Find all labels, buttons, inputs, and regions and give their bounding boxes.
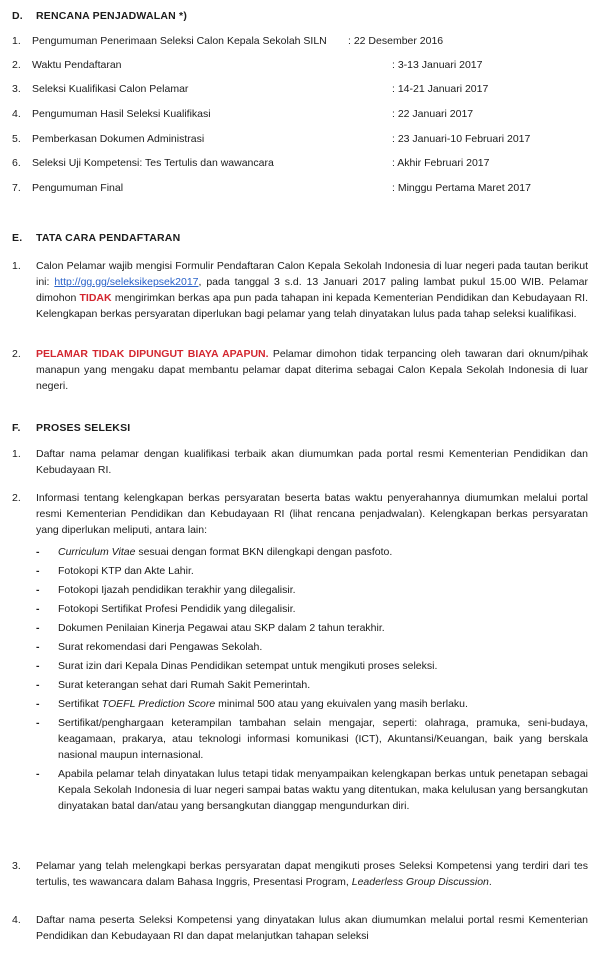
bullet-dash: - bbox=[36, 679, 40, 691]
bullet-dash: - bbox=[36, 698, 40, 710]
requirement-text: Apabila pelamar telah dinyatakan lulus tetapi tidak menyampaikan kelengkapan berkas untuk penetapan sebagai Kepala Sekolah Indonesia di luar negeri sampai batas waktu yang ditentukan, maka kelulusan yang bersangkutan dinyatakan batal dan/atau yang bersangkutan dianggap mengundurkan diri. bbox=[58, 768, 588, 812]
item-text: Informasi tentang kelengkapan berkas persyaratan beserta batas waktu penyerahannya diumumkan melalui portal resmi Kementerian Pendidikan dan Kebudayaan RI (lihat rencana penjadwalan). Kelengkapan berkas persyaratan yang diperlukan meliputi, antara lain: bbox=[36, 492, 588, 536]
bullet-dash: - bbox=[36, 641, 40, 653]
schedule-row-value: : Minggu Pertama Maret 2017 bbox=[392, 182, 531, 194]
bullet-dash: - bbox=[36, 565, 40, 577]
bullet-dash: - bbox=[36, 603, 40, 615]
schedule-row-label: Pengumuman Hasil Seleksi Kualifikasi bbox=[32, 108, 211, 120]
schedule-row-value: : 22 Januari 2017 bbox=[392, 108, 474, 120]
item-text: Daftar nama peserta Seleksi Kompetensi yang dinyatakan lulus akan diumumkan melalui portal resmi Kementerian Pendidikan dan Kebudayaan RI dan dapat melanjutkan tahapan seleksi bbox=[36, 914, 588, 942]
requirement-text: minimal 500 atau yang ekuivalen yang masih berlaku. bbox=[215, 698, 468, 710]
item-text bbox=[36, 858, 588, 890]
emphasis-tidak: TIDAK bbox=[79, 292, 112, 304]
requirement-italic: TOEFL Prediction Score bbox=[101, 698, 216, 710]
registration-link[interactable]: http://gg.gg/seleksikepsek2017 bbox=[54, 276, 199, 288]
item-text-part: Pelamar dimohon tidak terpancing oleh tawaran dari oknum/pihak manapun yang mengaku dapat membantu pelamar dapat diterima sebagai Calon Kepala Sekolah Indonesia di luar negeri. bbox=[36, 348, 588, 392]
schedule-row-number: 7. bbox=[12, 182, 21, 194]
schedule-row-label: Seleksi Uji Kompetensi: Tes Tertulis dan wawancara bbox=[32, 157, 274, 169]
section-e-letter: E. bbox=[12, 232, 23, 244]
item-text-part: Pelamar yang telah melengkapi berkas persyaratan dapat mengikuti proses Seleksi Kompetensi yang terdiri dari tes tertulis, tes wawancara dalam Bahasa Inggris, Presentasi Program, bbox=[36, 860, 588, 888]
requirement-italic: Curriculum Vitae bbox=[58, 546, 136, 558]
schedule-row-value: : 14-21 Januari 2017 bbox=[392, 83, 489, 95]
requirement-text: Surat izin dari Kepala Dinas Pendidikan setempat untuk mengikuti proses seleksi. bbox=[58, 660, 438, 672]
schedule-row-7 bbox=[12, 180, 592, 196]
requirement-text: Dokumen Penilaian Kinerja Pegawai atau SKP dalam 2 tahun terakhir. bbox=[58, 622, 385, 634]
requirement-item bbox=[36, 658, 588, 674]
bullet-dash: - bbox=[36, 717, 40, 729]
schedule-row-label: Seleksi Kualifikasi Calon Pelamar bbox=[32, 83, 189, 95]
schedule-row-3 bbox=[12, 81, 592, 97]
requirement-text: Fotokopi Ijazah pendidikan terakhir yang dilegalisir. bbox=[58, 584, 296, 596]
requirement-text: sesuai dengan format BKN dilengkapi dengan pasfoto. bbox=[135, 546, 393, 558]
bullet-dash: - bbox=[36, 584, 40, 596]
schedule-row-number: 2. bbox=[12, 59, 21, 71]
selection-item-1 bbox=[12, 446, 588, 478]
schedule-row-2 bbox=[12, 57, 592, 73]
schedule-row-value: : 23 Januari-10 Februari 2017 bbox=[392, 133, 531, 145]
item-text-part: , pada tanggal 3 s.d. 13 Januari 2017 paling lambat pukul 15.00 WIB. Pelamar dimohon bbox=[36, 276, 588, 304]
registration-item-2 bbox=[12, 346, 588, 394]
item-text-part: Calon Pelamar wajib mengisi Formulir Pendaftaran Calon Kepala Sekolah Indonesia di luar negeri pada tautan berikut ini: bbox=[36, 260, 588, 288]
requirement-text: Surat keterangan sehat dari Rumah Sakit Pemerintah. bbox=[58, 679, 311, 691]
schedule-row-number: 6. bbox=[12, 157, 21, 169]
selection-item-4 bbox=[12, 912, 588, 944]
schedule-row-number: 1. bbox=[12, 35, 21, 47]
schedule-row-number: 5. bbox=[12, 133, 21, 145]
schedule-row-label: Pengumuman Penerimaan Seleksi Calon Kepala Sekolah SILN bbox=[32, 35, 327, 47]
schedule-row-1 bbox=[12, 33, 592, 49]
section-d-letter: D. bbox=[12, 10, 23, 22]
item-number: 2. bbox=[12, 348, 21, 360]
section-f-letter: F. bbox=[12, 422, 21, 434]
bullet-dash: - bbox=[36, 768, 40, 780]
item-number: 3. bbox=[12, 860, 21, 872]
requirement-text: Surat rekomendasi dari Pengawas Sekolah. bbox=[58, 641, 263, 653]
item-text: Daftar nama pelamar dengan kualifikasi terbaik akan diumumkan pada portal resmi Kementerian Pendidikan dan Kebudayaan RI. bbox=[36, 448, 588, 476]
section-f-title: PROSES SELEKSI bbox=[36, 422, 131, 434]
schedule-row-value: : 3-13 Januari 2017 bbox=[392, 59, 483, 71]
item-number: 1. bbox=[12, 448, 21, 460]
requirement-item bbox=[36, 715, 588, 763]
item-text bbox=[36, 346, 588, 394]
bullet-dash: - bbox=[36, 660, 40, 672]
schedule-row-value: : 22 Desember 2016 bbox=[348, 35, 444, 47]
section-f-heading bbox=[12, 420, 130, 436]
item-text-part: . bbox=[488, 876, 492, 888]
selection-item-3 bbox=[12, 858, 588, 890]
requirement-item bbox=[36, 677, 588, 693]
schedule-row-label: Waktu Pendaftaran bbox=[32, 59, 122, 71]
requirement-item bbox=[36, 766, 588, 814]
section-e-title: TATA CARA PENDAFTARAN bbox=[36, 232, 181, 244]
requirement-item bbox=[36, 582, 588, 598]
requirement-item bbox=[36, 563, 588, 579]
bullet-dash: - bbox=[36, 546, 40, 558]
item-text-part: mengirimkan berkas apa pun pada tahapan ini kepada Kementerian Pendidikan dan Kebudayaan RI. Kelengkapan berkas persyaratan diperlukan bagi pelamar yang telah dinyatakan lulus pada tahap seleksi kualifikasi. bbox=[36, 292, 588, 320]
selection-item-2 bbox=[12, 490, 588, 538]
section-d-heading bbox=[12, 8, 187, 24]
requirement-item bbox=[36, 601, 588, 617]
emphasis-no-fee: PELAMAR TIDAK DIPUNGUT BIAYA APAPUN. bbox=[36, 348, 269, 360]
schedule-row-6 bbox=[12, 155, 592, 171]
requirement-text: Sertifikat bbox=[58, 698, 102, 710]
section-d-title: RENCANA PENJADWALAN *) bbox=[36, 10, 188, 22]
item-text-italic: Leaderless Group Discussion bbox=[351, 876, 489, 888]
requirement-item bbox=[36, 544, 588, 560]
requirement-item bbox=[36, 696, 588, 712]
schedule-row-4 bbox=[12, 106, 592, 122]
item-number: 1. bbox=[12, 260, 21, 272]
requirement-item bbox=[36, 639, 588, 655]
item-text bbox=[36, 258, 588, 322]
schedule-row-label: Pemberkasan Dokumen Administrasi bbox=[32, 133, 205, 145]
schedule-row-number: 4. bbox=[12, 108, 21, 120]
requirement-item bbox=[36, 620, 588, 636]
requirements-list bbox=[36, 544, 588, 817]
section-e-heading bbox=[12, 230, 180, 246]
item-number: 4. bbox=[12, 914, 21, 926]
schedule-row-number: 3. bbox=[12, 83, 21, 95]
registration-item-1 bbox=[12, 258, 588, 322]
schedule-row-label: Pengumuman Final bbox=[32, 182, 124, 194]
requirement-text: Fotokopi Sertifikat Profesi Pendidik yang dilegalisir. bbox=[58, 603, 296, 615]
bullet-dash: - bbox=[36, 622, 40, 634]
schedule-row-5 bbox=[12, 131, 592, 147]
item-number: 2. bbox=[12, 492, 21, 504]
requirement-text: Sertifikat/penghargaan keterampilan tambahan selain mengajar, seperti: olahraga, pramuka, seni-budaya, keagamaan, prakarya, atau teknologi informasi komunikasi (ICT), Akuntansi/Keuangan, baik yang berskala nasional maupun internasional. bbox=[58, 717, 588, 761]
requirement-text: Fotokopi KTP dan Akte Lahir. bbox=[58, 565, 194, 577]
schedule-row-value: : Akhir Februari 2017 bbox=[392, 157, 490, 169]
